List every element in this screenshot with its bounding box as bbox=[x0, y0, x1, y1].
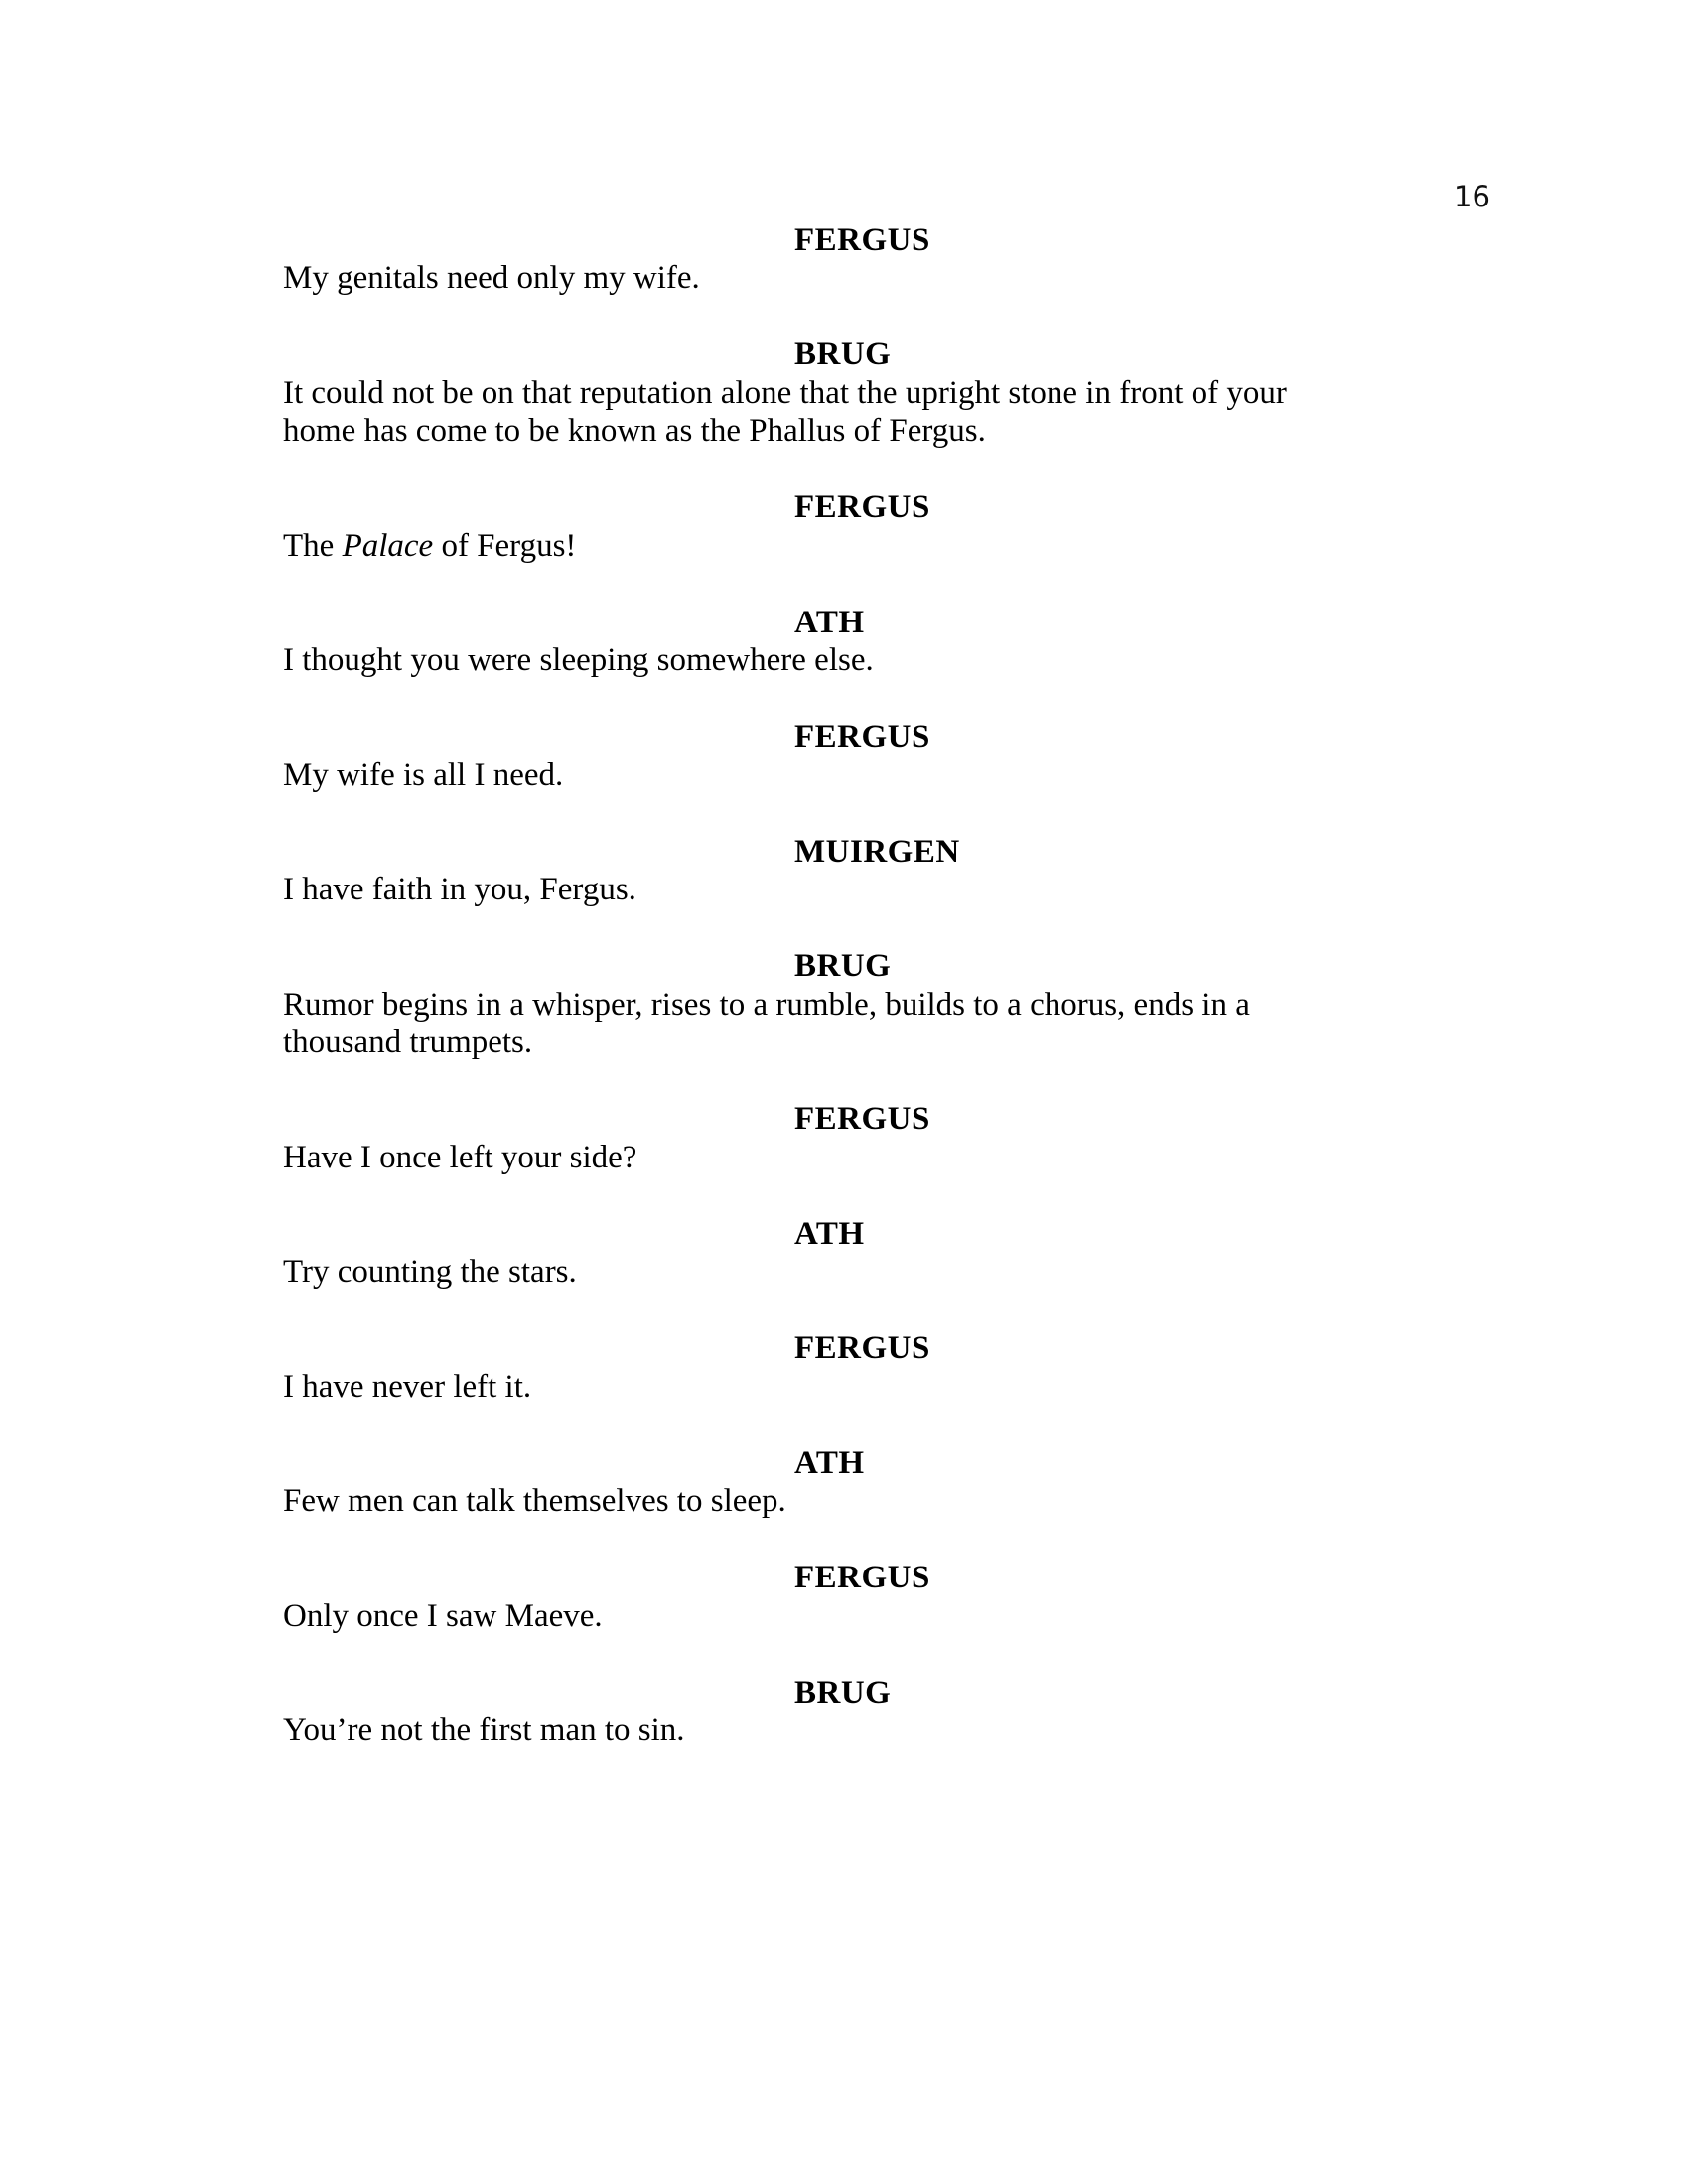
dialogue-line bbox=[283, 1597, 1688, 1636]
character-name: FERGUS bbox=[794, 1101, 930, 1137]
dialogue-line bbox=[283, 1711, 1688, 1750]
dialogue-block bbox=[0, 336, 1688, 451]
character-name: FERGUS bbox=[794, 221, 930, 258]
dialogue-block bbox=[0, 947, 1688, 1062]
dialogue-block bbox=[0, 1100, 1688, 1176]
character-name: FERGUS bbox=[794, 1330, 930, 1366]
dialogue-text: of Fergus! bbox=[433, 527, 577, 564]
dialogue-block bbox=[0, 833, 1688, 909]
dialogue-text: It could not be on that reputation alone that the upright stone in front of your bbox=[283, 374, 1287, 411]
character-name: BRUG bbox=[794, 337, 892, 372]
dialogue-text: The bbox=[283, 527, 343, 564]
dialogue-text: My wife is all I need. bbox=[283, 756, 564, 793]
character-name: FERGUS bbox=[794, 489, 930, 525]
dialogue-text: Have I once left your side? bbox=[283, 1139, 637, 1175]
character-name: BRUG bbox=[794, 948, 892, 984]
dialogue-line bbox=[283, 986, 1688, 1024]
dialogue-text: I have faith in you, Fergus. bbox=[283, 872, 636, 907]
dialogue-text: I thought you were sleeping somewhere else. bbox=[283, 642, 874, 678]
dialogue-line bbox=[283, 1482, 1688, 1521]
dialogue-block bbox=[0, 1444, 1688, 1521]
dialogue-line bbox=[283, 412, 1688, 451]
character-name: FERGUS bbox=[794, 1560, 930, 1595]
dialogue-text: Try counting the stars. bbox=[283, 1254, 577, 1290]
character-name: ATH bbox=[794, 1215, 865, 1252]
dialogue-block bbox=[0, 1215, 1688, 1292]
character-name: BRUG bbox=[794, 1674, 892, 1710]
dialogue-text: thousand trumpets. bbox=[283, 1024, 533, 1060]
character-name: MUIRGEN bbox=[794, 833, 960, 870]
dialogue-text: You’re not the first man to sin. bbox=[283, 1712, 685, 1748]
dialogue-line bbox=[283, 756, 1688, 795]
character-name: FERGUS bbox=[794, 719, 930, 754]
character-name: ATH bbox=[794, 1444, 865, 1481]
dialogue-block bbox=[0, 221, 1688, 298]
dialogue-line bbox=[283, 1024, 1688, 1062]
dialogue-text: home has come to be known as the Phallus of Fergus. bbox=[283, 413, 986, 449]
dialogue-text: Few men can talk themselves to sleep. bbox=[283, 1483, 786, 1519]
dialogue-block bbox=[0, 488, 1688, 565]
dialogue-block bbox=[0, 1329, 1688, 1406]
dialogue-line bbox=[283, 259, 1688, 298]
dialogue-text: Only once I saw Maeve. bbox=[283, 1597, 603, 1634]
dialogue-text: I have never left it. bbox=[283, 1368, 532, 1405]
dialogue-text: My genitals need only my wife. bbox=[283, 260, 700, 296]
character-name: ATH bbox=[794, 604, 865, 640]
dialogue-line bbox=[283, 1368, 1688, 1407]
dialogue-text: Rumor begins in a whisper, rises to a rumble, builds to a chorus, ends in a bbox=[283, 986, 1250, 1023]
dialogue-block bbox=[0, 1674, 1688, 1750]
dialogue-block bbox=[0, 718, 1688, 794]
dialogue-block bbox=[0, 604, 1688, 680]
page-number: 16 bbox=[1454, 180, 1490, 213]
dialogue-line bbox=[283, 374, 1688, 413]
dialogue-line bbox=[283, 1139, 1688, 1177]
dialogue-line bbox=[283, 527, 1688, 566]
dialogue-line bbox=[283, 1253, 1688, 1292]
dialogue-text-italic: Palace bbox=[342, 527, 434, 564]
dialogue-line bbox=[283, 871, 1688, 909]
dialogue-block bbox=[0, 1559, 1688, 1635]
dialogue-line bbox=[283, 641, 1688, 680]
